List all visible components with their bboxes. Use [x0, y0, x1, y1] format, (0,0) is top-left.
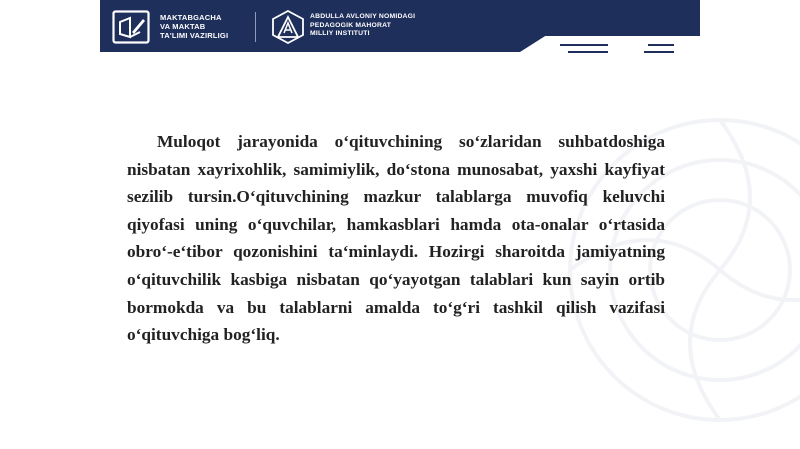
book-pencil-icon	[112, 10, 150, 44]
institute-name-line-1: ABDULLA AVLONIY NOMIDAGI	[310, 13, 416, 20]
ministry-name-line-1: MAKTABGACHA	[160, 13, 222, 22]
triangle-letter-a-emblem-icon	[272, 10, 304, 44]
decorative-line	[644, 51, 674, 53]
ministry-name	[160, 13, 228, 40]
institute-name-line-2: PEDAGOGIK MAHORAT	[310, 21, 392, 29]
institute-name	[310, 13, 415, 39]
institute-name-line-3: MILLIY INSTITUTI	[310, 30, 370, 37]
decorative-line	[568, 51, 608, 53]
decorative-line	[560, 44, 608, 46]
decorative-line	[648, 44, 674, 46]
body-paragraph: Muloqot jarayonida o‘qituvchining so‘zlaridan suhbatdoshiga nisbatan xayrixohlik, samimiylik, do‘stona munosabat, yaxshi kayfiyat sezilib tursin.O‘qituvchining mazkur talablarga muvofiq keluvchi qiyofasi uning o‘quvchilar, hamkasblari hamda ota-onalar o‘rtasida obro‘-e‘tibor qozonishini ta‘minlaydi. Hozirgi sharoitda jamiyatning o‘qituvchilik kasbiga nisbatan qo‘yayotgan talablari kun sayin ortib bormokda va bu talablarni amalda to‘g‘ri tashkil qilish vazifasi o‘qituvchiga bog‘liq.	[127, 132, 665, 345]
ministry-name-line-2: VA MAKTAB	[160, 22, 206, 31]
header-divider	[255, 12, 256, 42]
ministry-name-line-3: TA'LIMI VAZIRLIGI	[160, 31, 229, 40]
